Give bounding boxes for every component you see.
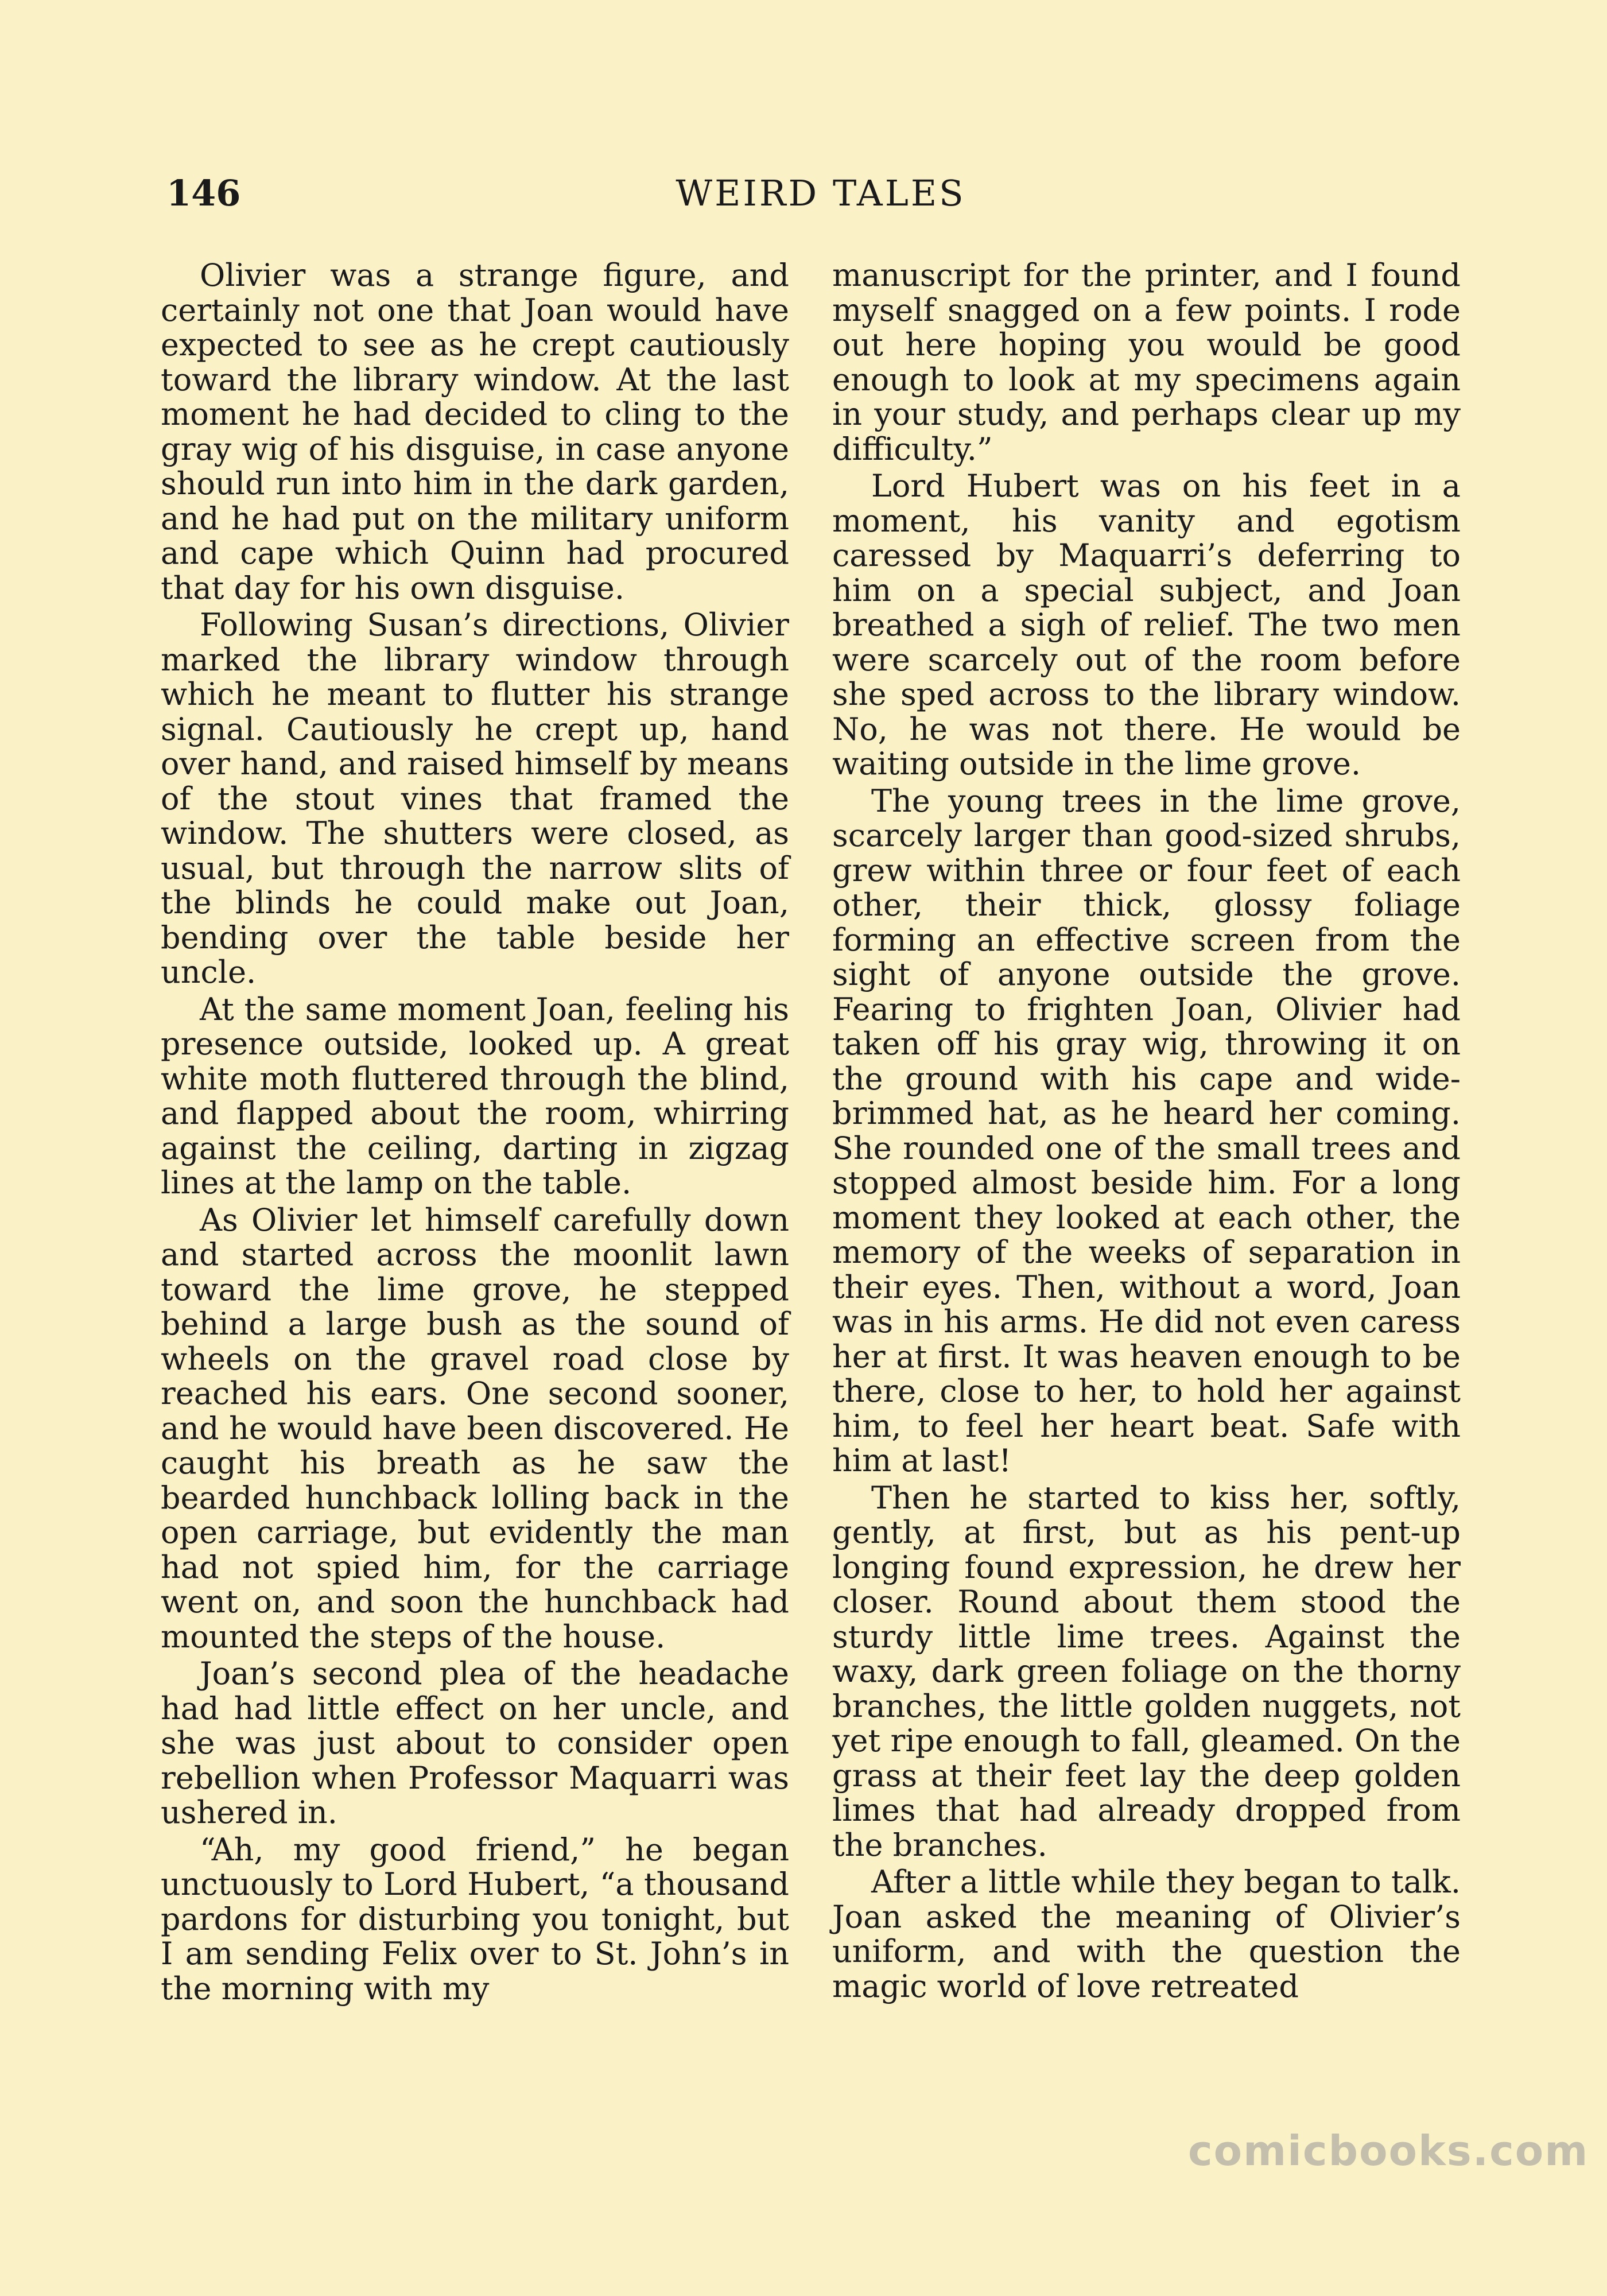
watermark: comicbooks.com xyxy=(1188,2127,1589,2175)
running-head: WEIRD TALES xyxy=(676,172,966,214)
paragraph: At the same moment Joan, feeling his presence outside, looked up. A great white moth fluttered through the blind, and flapped about the room, whirring against the ceiling, darting in zigzag lines at the lamp on the table. xyxy=(161,991,789,1201)
paragraph: Then he started to kiss her, softly, gently, at first, but as his pent-up longing found expression, he drew her closer. Round about them stood the sturdy little lime trees. Against the waxy, dark green foliage on the thorny branches, the little golden nuggets, not yet ripe enough to fall, gleamed. On the grass at their feet lay the deep golden limes that had already dropped from the branches. xyxy=(832,1479,1461,1863)
paragraph: The young trees in the lime grove, scarcely larger than good-sized shrubs, grew within three or four feet of each other, their thick, glossy foliage forming an effective screen from the sight of anyone outside the grove. Fearing to frighten Joan, Olivier had taken off his gray wig, throwing it on the ground with his cape and wide-brimmed hat, as he heard her coming. She rounded one of the small trees and stopped almost beside him. For a long moment they looked at each other, the memory of the weeks of separation in their eyes. Then, without a word, Joan was in his arms. He did not even caress her at first. It was heaven enough to be there, close to her, to hold her against him, to feel her heart beat. Safe with him at last! xyxy=(832,782,1461,1479)
paragraph: Lord Hubert was on his feet in a moment, his vanity and egotism caressed by Maquarri’s deferring to him on a special subject, and Joan breathed a sigh of relief. The two men were scarcely out of the room before she sped across to the library window. No, he was not there. He would be waiting outside in the lime grove. xyxy=(832,468,1461,782)
paragraph: Following Susan’s directions, Olivier marked the library window through which he meant to flutter his strange signal. Cautiously he crept up, hand over hand, and raised himself by means of the stout vines that framed the window. The shutters were closed, as usual, but through the narrow slits of the blinds he could make out Joan, bending over the table beside her uncle. xyxy=(161,607,789,990)
paragraph-continuation: manuscript for the printer, and I found myself snagged on a few points. I rode out here hoping you would be good enough to look at my specimens again in your study, and perhaps clear up my difficulty.” xyxy=(832,257,1461,467)
page-number: 146 xyxy=(166,172,241,214)
paragraph: As Olivier let himself carefully down and started across the moonlit lawn toward the lime grove, he stepped behind a large bush as the sound of wheels on the gravel road close by reached his ears. One second sooner, and he would have been discovered. He caught his breath as he saw the bearded hunchback lolling back in the open carriage, but evidently the man had not spied him, for the carriage went on, and soon the hunchback had mounted the steps of the house. xyxy=(161,1201,789,1655)
right-column xyxy=(832,258,1461,2004)
paragraph: After a little while they began to talk. Joan asked the meaning of Olivier’s uniform, and with the question the magic world of love retreated xyxy=(832,1864,1461,2004)
paragraph: Olivier was a strange figure, and certainly not one that Joan would have expected to see as he crept cautiously toward the library window. At the last moment he had decided to cling to the gray wig of his disguise, in case anyone should run into him in the dark garden, and he had put on the military uniform and cape which Quinn had procured that day for his own disguise. xyxy=(161,257,789,606)
paragraph: Joan’s second plea of the headache had had little effect on her uncle, and she was just about to consider open rebellion when Professor Maquarri was ushered in. xyxy=(161,1655,789,1830)
left-column xyxy=(161,258,789,2006)
paragraph: “Ah, my good friend,” he began unctuously to Lord Hubert, “a thousand pardons for disturbing you tonight, but I am sending Felix over to St. John’s in the morning with my xyxy=(161,1831,789,2007)
